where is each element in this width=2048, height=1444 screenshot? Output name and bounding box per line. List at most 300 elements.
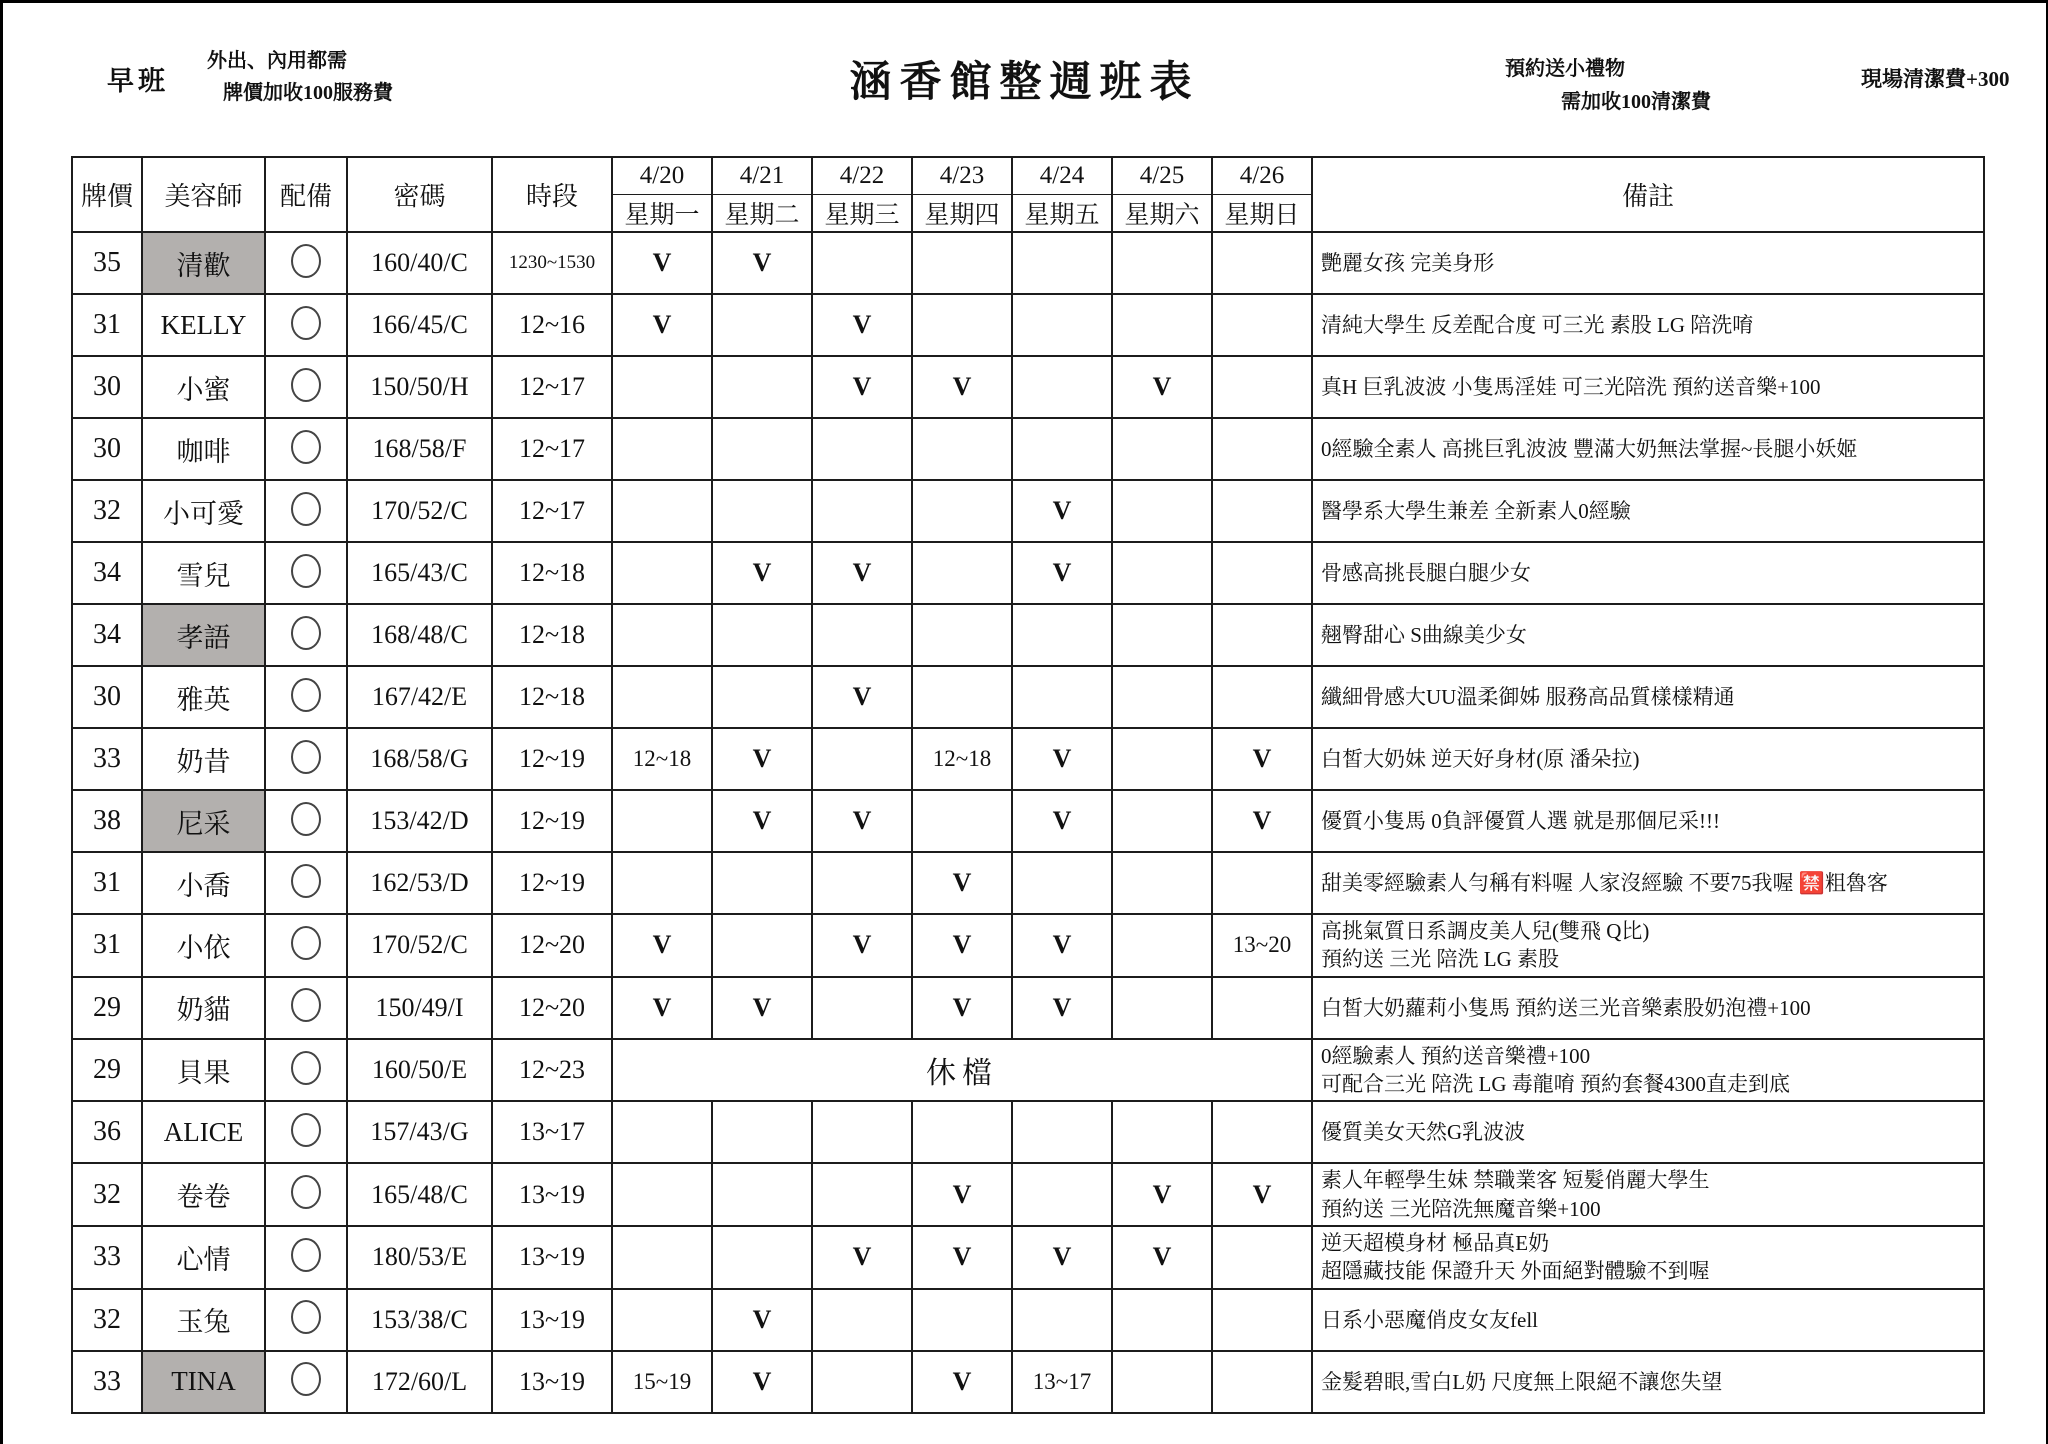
day-cell (812, 480, 912, 542)
equipment-cell (265, 1163, 347, 1226)
timeslot-cell: 12~18 (492, 542, 612, 604)
equipment-circle-icon (291, 1051, 321, 1085)
day-cell (1112, 480, 1212, 542)
day-cell (812, 232, 912, 294)
service-fee-note-line2: 牌價加收100服務費 (223, 82, 393, 104)
day-cell: V (712, 728, 812, 790)
day-cell (812, 1101, 912, 1163)
timeslot-cell: 12~20 (492, 977, 612, 1039)
day-cell (1212, 232, 1312, 294)
equipment-circle-icon (291, 306, 321, 340)
timeslot-cell: 1230~1530 (492, 232, 612, 294)
price-cell: 31 (72, 914, 142, 977)
day-cell (1112, 604, 1212, 666)
password-cell: 167/42/E (347, 666, 492, 728)
day-cell (912, 294, 1012, 356)
booking-gift-note (1505, 53, 1711, 119)
remark-line: 醫學系大學生兼差 全新素人0經驗 (1321, 498, 1631, 523)
day-cell (812, 852, 912, 914)
day-cell (1012, 418, 1112, 480)
day-cell: V (912, 914, 1012, 977)
day-cell: V (812, 356, 912, 418)
day-header-date: 4/23 (912, 157, 1012, 195)
table-row (72, 1351, 1984, 1413)
remarks-cell (1312, 232, 1984, 294)
equipment-circle-icon (291, 926, 321, 960)
remark-line: 骨感高挑長腿白腿少女 (1321, 560, 1531, 585)
timeslot-cell: 12~17 (492, 418, 612, 480)
price-cell: 29 (72, 1039, 142, 1102)
timeslot-cell: 12~18 (492, 604, 612, 666)
password-cell: 165/48/C (347, 1163, 492, 1226)
day-cell: 13~17 (1012, 1351, 1112, 1413)
price-cell: 32 (72, 1163, 142, 1226)
equipment-circle-icon (291, 1362, 321, 1396)
equipment-circle-icon (291, 368, 321, 402)
day-header-weekday: 星期三 (812, 195, 912, 233)
equipment-cell (265, 542, 347, 604)
timeslot-cell: 12~19 (492, 852, 612, 914)
day-cell (912, 1289, 1012, 1351)
service-fee-note (207, 45, 393, 109)
equipment-cell (265, 480, 347, 542)
day-cell (912, 790, 1012, 852)
price-cell: 38 (72, 790, 142, 852)
day-cell (1112, 728, 1212, 790)
equipment-cell (265, 232, 347, 294)
remark-line: 白皙大奶妹 逆天好身材(原 潘朵拉) (1321, 746, 1640, 771)
day-cell: V (1012, 977, 1112, 1039)
day-cell (912, 480, 1012, 542)
table-row (72, 1101, 1984, 1163)
password-cell: 160/40/C (347, 232, 492, 294)
day-cell (1112, 666, 1212, 728)
timeslot-cell: 12~17 (492, 480, 612, 542)
day-cell (1012, 852, 1112, 914)
timeslot-cell: 12~16 (492, 294, 612, 356)
day-cell (1212, 666, 1312, 728)
remark-line: 逆天超模身材 極品真E奶 (1321, 1231, 1550, 1256)
day-cell (1012, 1163, 1112, 1226)
day-header-weekday: 星期五 (1012, 195, 1112, 233)
remarks-cell (1312, 542, 1984, 604)
day-cell: V (712, 790, 812, 852)
beautician-name-cell: 小喬 (142, 852, 265, 914)
equipment-circle-icon (291, 430, 321, 464)
remarks-cell (1312, 1289, 1984, 1351)
price-cell: 33 (72, 1226, 142, 1289)
day-cell (1212, 418, 1312, 480)
day-cell: V (912, 852, 1012, 914)
day-cell (812, 1351, 912, 1413)
day-cell: V (1012, 914, 1112, 977)
price-cell: 35 (72, 232, 142, 294)
beautician-name-cell: 奶昔 (142, 728, 265, 790)
table-row (72, 852, 1984, 914)
timeslot-cell: 13~19 (492, 1289, 612, 1351)
password-cell: 150/50/H (347, 356, 492, 418)
day-cell (712, 294, 812, 356)
day-cell: V (912, 1226, 1012, 1289)
day-cell (712, 666, 812, 728)
day-cell (612, 480, 712, 542)
day-cell (612, 1226, 712, 1289)
day-cell: V (1012, 790, 1112, 852)
day-cell: V (712, 232, 812, 294)
remark-line: 甜美零經驗素人勻稱有料喔 人家沒經驗 不要75我喔 🈲粗魯客 (1321, 870, 1888, 895)
day-cell (812, 728, 912, 790)
equipment-cell (265, 977, 347, 1039)
remarks-cell (1312, 914, 1984, 977)
beautician-name-cell: 小蜜 (142, 356, 265, 418)
equipment-cell (265, 1101, 347, 1163)
day-cell: V (1112, 1226, 1212, 1289)
password-cell: 160/50/E (347, 1039, 492, 1102)
day-cell: V (612, 232, 712, 294)
remark-line: 清純大學生 反差配合度 可三光 素股 LG 陪洗唷 (1321, 312, 1754, 337)
equipment-cell (265, 1226, 347, 1289)
price-cell: 34 (72, 604, 142, 666)
password-cell: 153/42/D (347, 790, 492, 852)
remarks-cell (1312, 1163, 1984, 1226)
timeslot-cell: 12~19 (492, 790, 612, 852)
service-fee-note-line1: 外出、內用都需 (207, 50, 347, 72)
equipment-circle-icon (291, 864, 321, 898)
day-cell: 15~19 (612, 1351, 712, 1413)
equipment-cell (265, 666, 347, 728)
beautician-name-cell: 玉兔 (142, 1289, 265, 1351)
day-cell (612, 418, 712, 480)
timeslot-cell: 12~17 (492, 356, 612, 418)
day-cell (1112, 790, 1212, 852)
day-cell: V (912, 356, 1012, 418)
password-cell: 170/52/C (347, 480, 492, 542)
day-cell (612, 1163, 712, 1226)
timeslot-cell: 13~19 (492, 1351, 612, 1413)
day-cell (1212, 1226, 1312, 1289)
day-cell (712, 1163, 812, 1226)
table-row (72, 294, 1984, 356)
remark-line: 素人年輕學生妹 禁職業客 短髮俏麗大學生 (1321, 1168, 1710, 1193)
password-cell: 168/48/C (347, 604, 492, 666)
table-row (72, 356, 1984, 418)
header-price: 牌價 (72, 157, 142, 232)
remarks-cell (1312, 1226, 1984, 1289)
table-row (72, 480, 1984, 542)
password-cell: 150/49/I (347, 977, 492, 1039)
rest-cell: 休檔 (612, 1039, 1312, 1102)
day-cell (912, 1101, 1012, 1163)
day-cell (712, 604, 812, 666)
price-cell: 36 (72, 1101, 142, 1163)
remarks-cell (1312, 977, 1984, 1039)
beautician-name-cell: 心情 (142, 1226, 265, 1289)
day-header-date: 4/24 (1012, 157, 1112, 195)
day-cell: V (612, 294, 712, 356)
beautician-name-cell: 尼采 (142, 790, 265, 852)
schedule-table (71, 156, 1985, 1414)
equipment-cell (265, 604, 347, 666)
day-cell (1112, 542, 1212, 604)
header-timeslot: 時段 (492, 157, 612, 232)
day-cell (712, 356, 812, 418)
day-cell (1112, 852, 1212, 914)
day-cell: V (812, 1226, 912, 1289)
timeslot-cell: 13~17 (492, 1101, 612, 1163)
day-cell: V (912, 1163, 1012, 1226)
price-cell: 31 (72, 852, 142, 914)
day-cell (712, 1101, 812, 1163)
day-cell (1112, 418, 1212, 480)
remark-line: 優質美女天然G乳波波 (1321, 1120, 1526, 1145)
price-cell: 33 (72, 1351, 142, 1413)
day-cell (1112, 1101, 1212, 1163)
day-cell (1012, 232, 1112, 294)
day-header-weekday: 星期四 (912, 195, 1012, 233)
remark-line: 金髮碧眼,雪白L奶 尺度無上限絕不讓您失望 (1321, 1369, 1723, 1394)
day-cell (1012, 604, 1112, 666)
password-cell: 153/38/C (347, 1289, 492, 1351)
beautician-name-cell: 雪兒 (142, 542, 265, 604)
day-cell: V (912, 1351, 1012, 1413)
day-header-weekday: 星期六 (1112, 195, 1212, 233)
day-cell (1212, 1351, 1312, 1413)
day-cell: V (1012, 1226, 1112, 1289)
beautician-name-cell: 小依 (142, 914, 265, 977)
day-cell (1212, 356, 1312, 418)
password-cell: 168/58/G (347, 728, 492, 790)
remark-line: 超隱藏技能 保證升天 外面絕對體驗不到喔 (1321, 1259, 1710, 1284)
day-header-weekday: 星期二 (712, 195, 812, 233)
day-cell (912, 542, 1012, 604)
day-cell (1212, 1289, 1312, 1351)
day-cell (612, 790, 712, 852)
day-cell: V (1212, 728, 1312, 790)
beautician-name-cell: 卷卷 (142, 1163, 265, 1226)
equipment-circle-icon (291, 554, 321, 588)
day-cell: V (812, 542, 912, 604)
beautician-name-cell: TINA (142, 1351, 265, 1413)
day-cell (1212, 480, 1312, 542)
table-row (72, 1039, 1984, 1102)
remark-line: 日系小惡魔俏皮女友fell (1321, 1307, 1538, 1332)
day-cell (812, 1289, 912, 1351)
day-cell: V (1012, 542, 1112, 604)
day-header-date: 4/20 (612, 157, 712, 195)
day-cell (1012, 1101, 1112, 1163)
remark-line: 翹臀甜心 S曲線美少女 (1321, 622, 1527, 647)
remark-line: 可配合三光 陪洗 LG 毒龍唷 預約套餐4300直走到底 (1321, 1072, 1790, 1097)
equipment-circle-icon (291, 740, 321, 774)
table-row (72, 232, 1984, 294)
remarks-cell (1312, 480, 1984, 542)
day-cell (1112, 977, 1212, 1039)
equipment-circle-icon (291, 616, 321, 650)
day-cell: V (1112, 356, 1212, 418)
day-cell (1112, 294, 1212, 356)
remark-line: 優質小隻馬 0負評優質人選 就是那個尼采!!! (1321, 808, 1720, 833)
equipment-cell (265, 914, 347, 977)
day-cell: V (712, 542, 812, 604)
shift-label: 早班 (107, 66, 169, 96)
day-cell: 12~18 (912, 728, 1012, 790)
day-cell (1212, 852, 1312, 914)
day-cell (612, 666, 712, 728)
header-password: 密碼 (347, 157, 492, 232)
day-cell (712, 852, 812, 914)
equipment-circle-icon (291, 988, 321, 1022)
beautician-name-cell: ALICE (142, 1101, 265, 1163)
day-header-date: 4/21 (712, 157, 812, 195)
timeslot-cell: 12~18 (492, 666, 612, 728)
remark-line: 白皙大奶蘿莉小隻馬 預約送三光音樂素股奶泡禮+100 (1321, 995, 1811, 1020)
day-cell (612, 542, 712, 604)
equipment-cell (265, 852, 347, 914)
password-cell: 166/45/C (347, 294, 492, 356)
day-cell (912, 666, 1012, 728)
remarks-cell (1312, 790, 1984, 852)
equipment-cell (265, 1289, 347, 1351)
day-header-date: 4/26 (1212, 157, 1312, 195)
beautician-name-cell: 咖啡 (142, 418, 265, 480)
day-cell: V (612, 977, 712, 1039)
day-cell (1212, 977, 1312, 1039)
price-cell: 30 (72, 418, 142, 480)
remarks-cell (1312, 294, 1984, 356)
price-cell: 30 (72, 666, 142, 728)
table-row (72, 1289, 1984, 1351)
day-cell (1112, 1351, 1212, 1413)
day-cell: V (1012, 480, 1112, 542)
day-cell (1212, 294, 1312, 356)
day-cell (1012, 666, 1112, 728)
day-cell (1012, 1289, 1112, 1351)
header-equipment: 配備 (265, 157, 347, 232)
day-cell: V (712, 1351, 812, 1413)
remarks-cell (1312, 356, 1984, 418)
remark-line: 預約送 三光 陪洗 LG 素股 (1321, 947, 1559, 972)
remark-line: 0經驗全素人 高挑巨乳波波 豐滿大奶無法掌握~長腿小妖姬 (1321, 436, 1858, 461)
equipment-circle-icon (291, 244, 321, 278)
remarks-cell (1312, 604, 1984, 666)
day-cell (612, 1101, 712, 1163)
table-row (72, 542, 1984, 604)
timeslot-cell: 12~20 (492, 914, 612, 977)
day-cell (1112, 1289, 1212, 1351)
day-header-date: 4/22 (812, 157, 912, 195)
day-cell: V (812, 914, 912, 977)
remarks-cell (1312, 852, 1984, 914)
table-row (72, 604, 1984, 666)
price-cell: 34 (72, 542, 142, 604)
day-cell (712, 418, 812, 480)
day-cell: V (912, 977, 1012, 1039)
price-cell: 32 (72, 480, 142, 542)
beautician-name-cell: KELLY (142, 294, 265, 356)
equipment-circle-icon (291, 1238, 321, 1272)
day-cell (912, 604, 1012, 666)
price-cell: 31 (72, 294, 142, 356)
remarks-cell (1312, 1039, 1984, 1102)
day-cell: V (1212, 790, 1312, 852)
remarks-cell (1312, 1351, 1984, 1413)
remark-line: 艷麗女孩 完美身形 (1321, 250, 1495, 275)
day-cell (1112, 914, 1212, 977)
equipment-cell (265, 1351, 347, 1413)
equipment-circle-icon (291, 1113, 321, 1147)
equipment-cell (265, 728, 347, 790)
day-cell (1112, 232, 1212, 294)
day-cell (912, 232, 1012, 294)
day-cell (812, 977, 912, 1039)
day-cell: V (712, 977, 812, 1039)
day-cell (1012, 294, 1112, 356)
price-cell: 30 (72, 356, 142, 418)
equipment-cell (265, 294, 347, 356)
remarks-cell (1312, 666, 1984, 728)
table-row (72, 666, 1984, 728)
password-cell: 168/58/F (347, 418, 492, 480)
day-cell (812, 1163, 912, 1226)
timeslot-cell: 12~19 (492, 728, 612, 790)
day-cell (912, 418, 1012, 480)
day-cell: V (1112, 1163, 1212, 1226)
day-cell (612, 604, 712, 666)
remarks-cell (1312, 1101, 1984, 1163)
day-header-date: 4/25 (1112, 157, 1212, 195)
day-cell (812, 604, 912, 666)
password-cell: 162/53/D (347, 852, 492, 914)
day-cell: V (1212, 1163, 1312, 1226)
day-cell: V (712, 1289, 812, 1351)
remarks-cell (1312, 418, 1984, 480)
table-row (72, 1163, 1984, 1226)
remark-line: 纖細骨感大UU溫柔御姊 服務高品質樣樣精通 (1321, 684, 1735, 709)
day-cell: V (812, 790, 912, 852)
table-row (72, 914, 1984, 977)
remarks-cell (1312, 728, 1984, 790)
remark-line: 預約送 三光陪洗無魔音樂+100 (1321, 1196, 1601, 1221)
timeslot-cell: 13~19 (492, 1226, 612, 1289)
table-row (72, 418, 1984, 480)
day-cell (1212, 1101, 1312, 1163)
day-cell: V (1012, 728, 1112, 790)
price-cell: 29 (72, 977, 142, 1039)
equipment-cell (265, 790, 347, 852)
day-cell (612, 356, 712, 418)
remark-line: 真H 巨乳波波 小隻馬淫娃 可三光陪洗 預約送音樂+100 (1321, 374, 1821, 399)
booking-gift-note-line1: 預約送小禮物 (1505, 58, 1625, 80)
onsite-cleaning-fee-note: 現場清潔費+300 (1861, 67, 2010, 91)
password-cell: 157/43/G (347, 1101, 492, 1163)
password-cell: 170/52/C (347, 914, 492, 977)
day-cell (1212, 604, 1312, 666)
table-row (72, 790, 1984, 852)
password-cell: 180/53/E (347, 1226, 492, 1289)
equipment-circle-icon (291, 1300, 321, 1334)
remark-line: 高挑氣質日系調皮美人兒(雙飛 Q比) (1321, 919, 1650, 943)
remark-line: 0經驗素人 預約送音樂禮+100 (1321, 1043, 1591, 1068)
password-cell: 172/60/L (347, 1351, 492, 1413)
day-cell: 12~18 (612, 728, 712, 790)
day-cell: 13~20 (1212, 914, 1312, 977)
day-cell (812, 418, 912, 480)
day-header-weekday: 星期一 (612, 195, 712, 233)
equipment-cell (265, 1039, 347, 1102)
day-cell: V (812, 294, 912, 356)
password-cell: 165/43/C (347, 542, 492, 604)
equipment-circle-icon (291, 1175, 321, 1209)
